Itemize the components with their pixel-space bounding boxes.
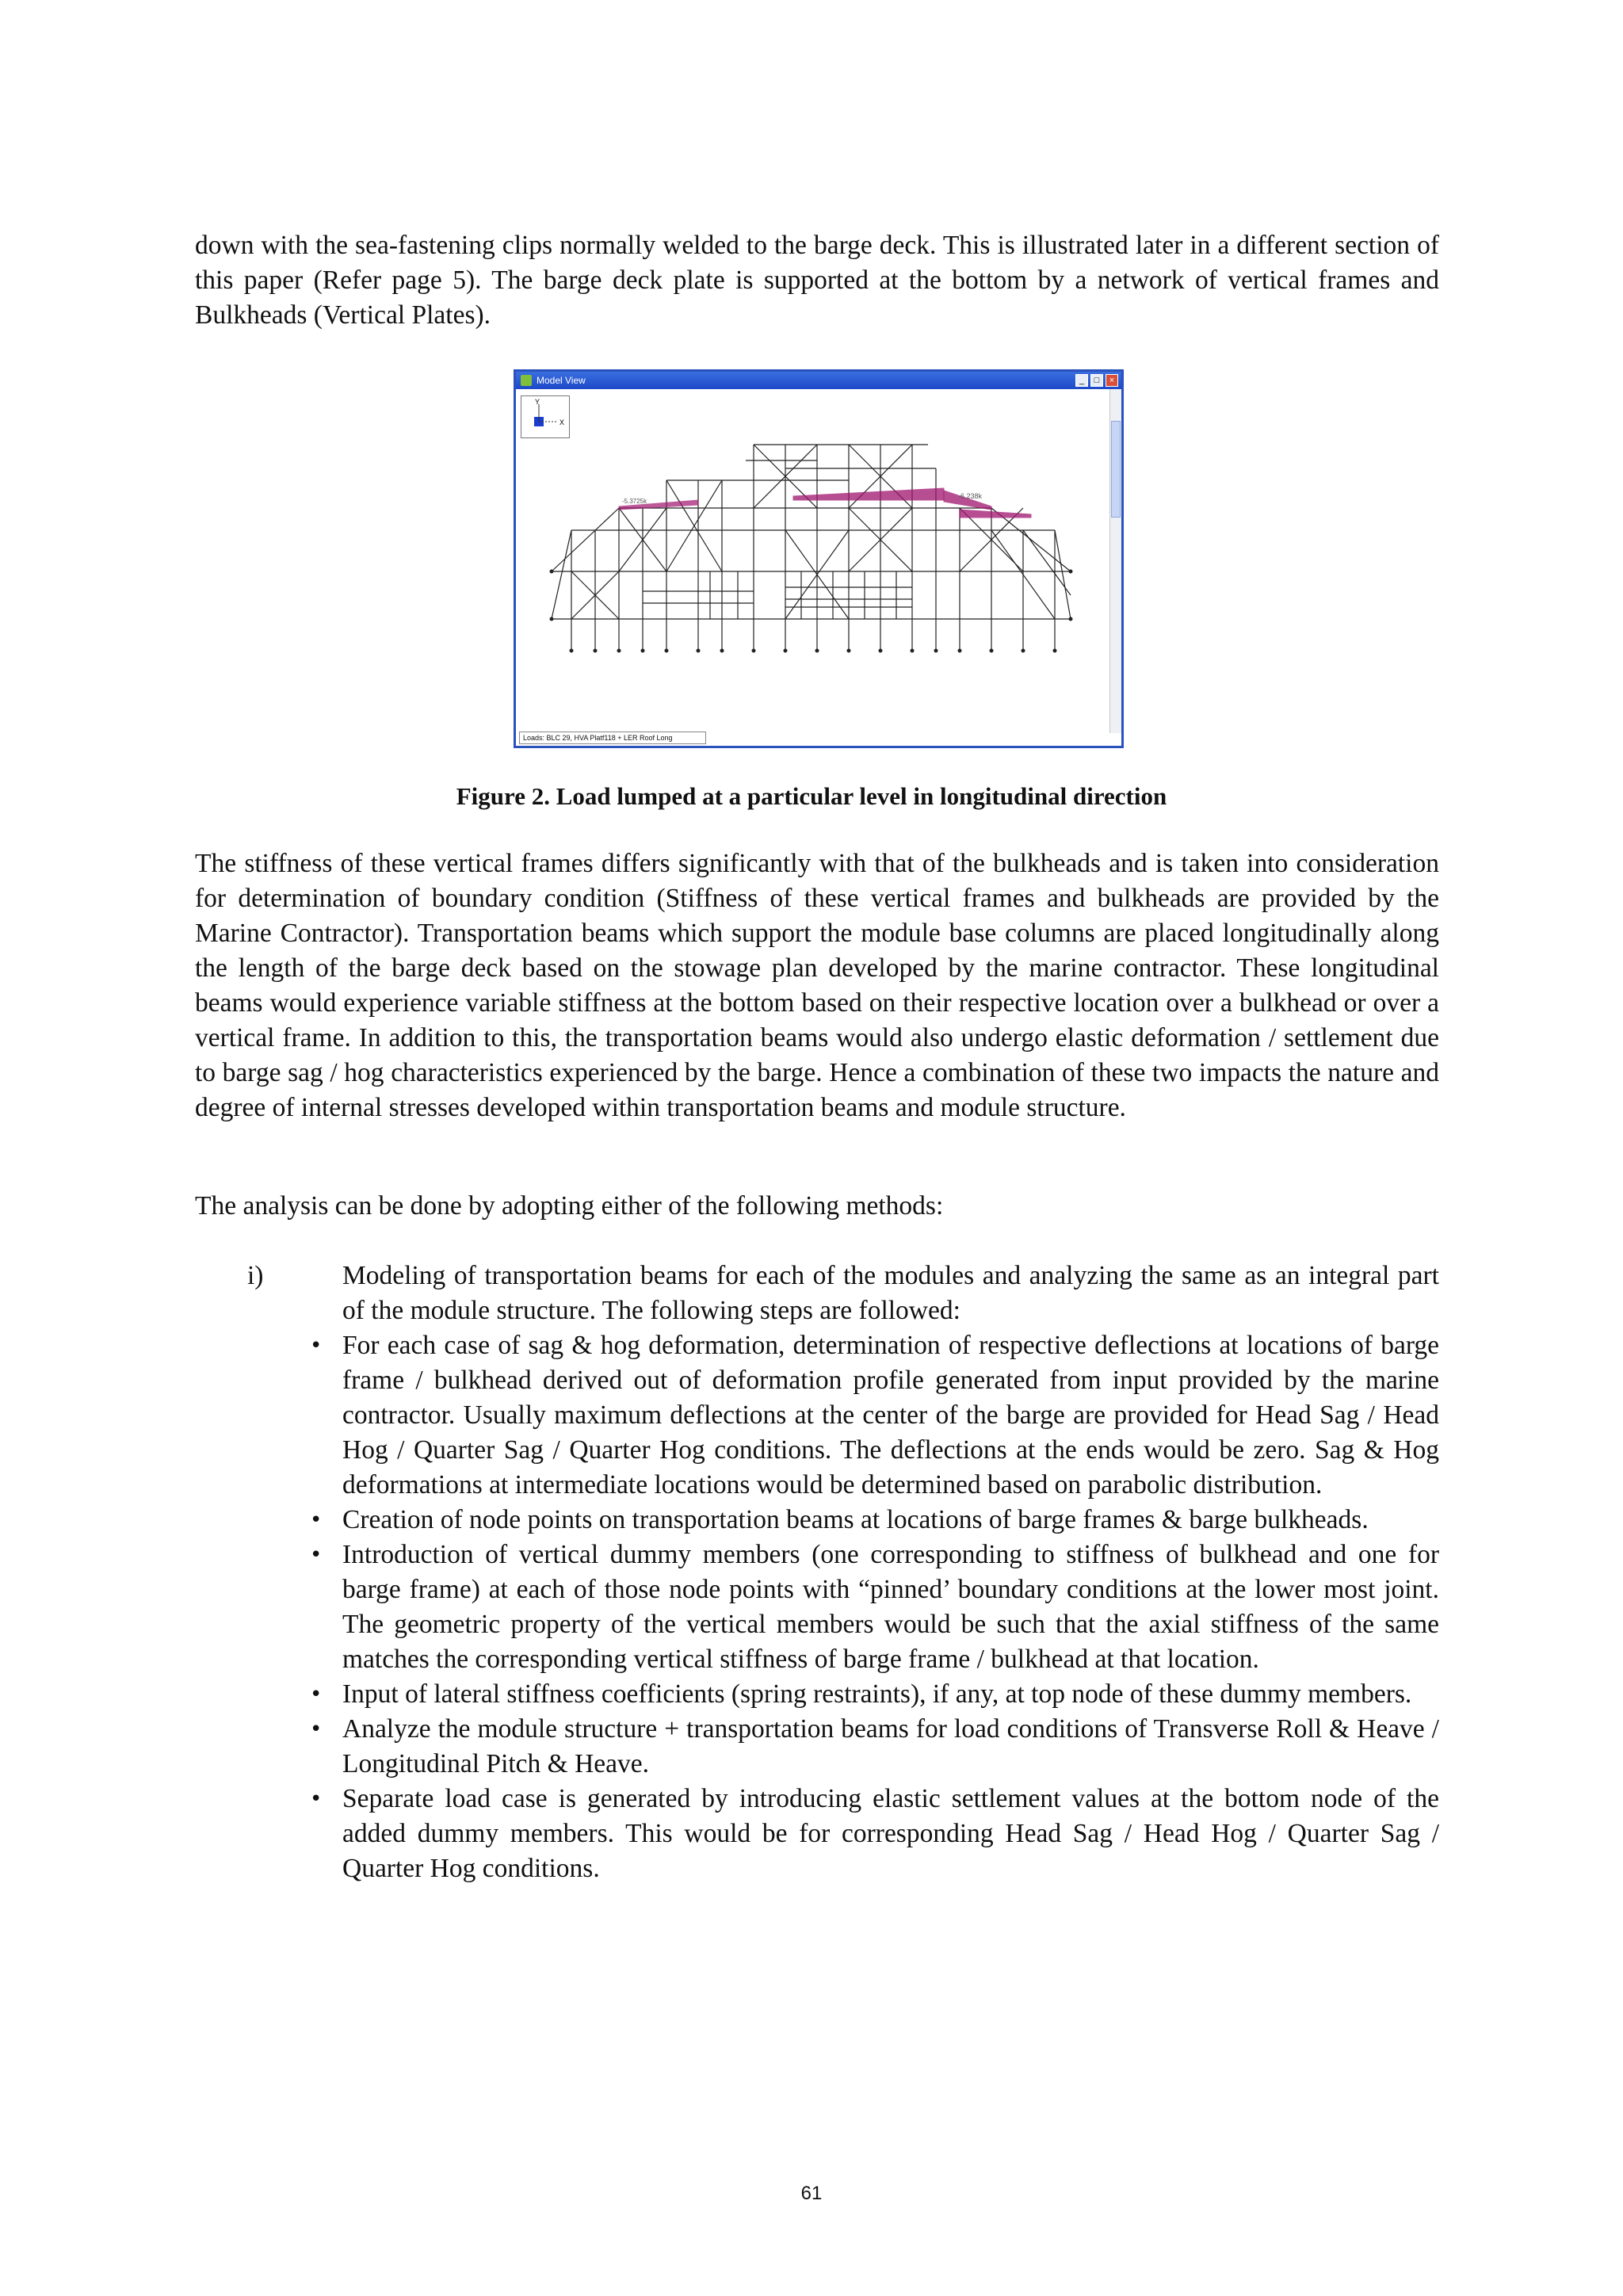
step-item: • Input of lateral stiffness coefficients (spring restraints), if any, at top node of these dummy members. (342, 1677, 1439, 1712)
app-icon (521, 375, 532, 386)
step-list (195, 1328, 1439, 1886)
minimize-button[interactable]: _ (1075, 374, 1088, 387)
bullet-icon: • (310, 1717, 323, 1741)
stiffness-paragraph: The stiffness of these vertical frames differs significantly with that of the bulkheads and is taken into consideration for determination of boundary condition (Stiffness of these vertical frames and bulkheads are provided by the Marine Contractor). Transportation beams which support the module base columns are placed longitudinally along the length of the barge deck based on the stowage plan developed by the marine contractor. These longitudinal beams would experience variable stiffness at the bottom based on their respective location over a bulkhead or over a vertical frame. In addition to this, the transportation beams would also undergo elastic deformation / settlement due to barge sag / hog characteristics experienced by the barge. Hence a combination of these two impacts the nature and degree of internal stresses developed within transportation beams and module structure. (195, 849, 1439, 1122)
step-item: • Analyze the module structure + transportation beams for load conditions of Transverse Roll & Heave / Longitudinal Pitch & Heave. (342, 1712, 1439, 1782)
step-item: • For each case of sag & hog deformation, determination of respective deflections at locations of barge frame / bulkhead derived out of deformation profile generated from input provided by the marine contractor. Usually maximum deflections at the center of the barge are provided for Head Sag / Head Hog / Quarter Sag / Quarter Hog conditions. The deflections at the ends would be zero. Sag & Hog deformations at intermediate locations would be determined based on parabolic distribution. (342, 1328, 1439, 1503)
analysis-intro: The analysis can be done by adopting either of the following methods: (195, 1191, 944, 1221)
load-label-left: -5.3725k (622, 498, 647, 505)
axis-y-label: Y (535, 398, 540, 406)
structure-model-drawing (516, 389, 1112, 736)
step-item: • Creation of node points on transportation beams at locations of barge frames & barge bulkheads. (342, 1503, 1439, 1538)
frame-members (552, 445, 1071, 651)
bullet-icon: • (310, 1334, 323, 1358)
method-number: i) (247, 1261, 264, 1290)
bullet-icon: • (310, 1508, 323, 1532)
method-item (195, 1259, 1439, 1328)
vertical-scrollbar[interactable] (1109, 389, 1121, 733)
window-title: Model View (537, 375, 586, 386)
method-list (195, 1259, 1439, 1886)
bullet-icon: • (310, 1543, 323, 1567)
step-item: • Introduction of vertical dummy members (one corresponding to stiffness of bulkhead and one for barge frame) at each of those node points with “pinned’ boundary conditions at the lower most joint. The geometric property of the vertical members would be such that the axial stiffness of the same matches the corresponding vertical stiffness of barge frame / bulkhead at that location. (342, 1538, 1439, 1677)
maximize-button[interactable]: □ (1090, 374, 1103, 387)
load-label-right: -6.238k (958, 492, 983, 500)
figure-caption: Figure 2. Load lumped at a particular level in longitudinal direction (456, 782, 1167, 810)
status-bar: Loads: BLC 29, HVA Platf118 + LER Roof Long (519, 732, 706, 744)
bullet-icon: • (310, 1683, 323, 1706)
bullet-icon: • (310, 1787, 323, 1811)
window-titlebar (516, 372, 1121, 389)
method-text: Modeling of transportation beams for each of the modules and analyzing the same as an integral part of the module structure. The following steps are followed: (342, 1261, 1439, 1325)
scrollbar-thumb[interactable] (1111, 421, 1121, 518)
axis-x-label: X (559, 418, 565, 426)
model-view-window (514, 369, 1124, 748)
intro-paragraph: down with the sea-fastening clips normally welded to the barge deck. This is illustrated later in a different section of this paper (Refer page 5). The barge deck plate is supported at the bottom by a network of vertical frames and Bulkheads (Vertical Plates). (195, 231, 1439, 330)
page-number: 61 (800, 2183, 823, 2204)
node-points (550, 570, 1073, 653)
close-button[interactable]: × (1106, 374, 1118, 387)
step-item: • Separate load case is generated by introducing elastic settlement values at the bottom node of the added dummy members. This would be for corresponding Head Sag / Head Hog / Quarter Sag / Quarter Hog conditions. (342, 1782, 1439, 1886)
